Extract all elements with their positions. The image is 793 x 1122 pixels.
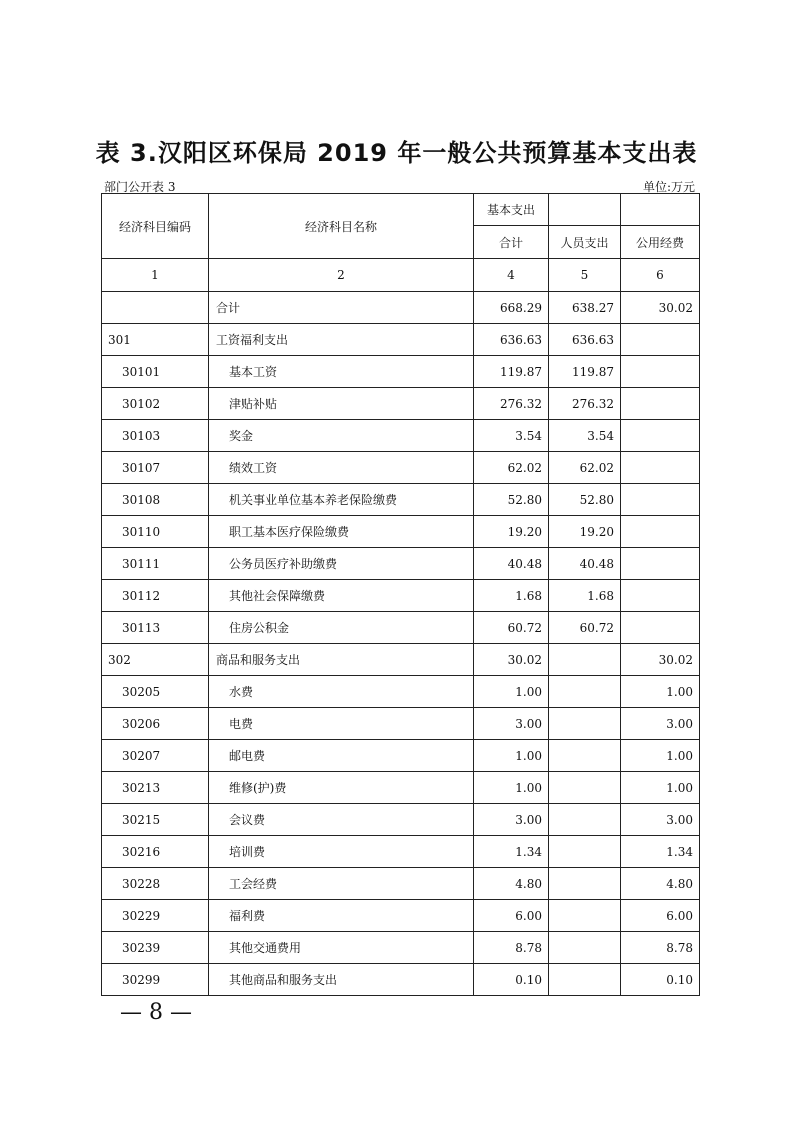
row-code: 30102 — [102, 388, 209, 420]
row-total: 1.00 — [474, 740, 549, 772]
row-public — [621, 484, 700, 516]
header-public: 公用经费 — [621, 226, 700, 259]
table-row — [102, 580, 700, 612]
row-total: 3.00 — [474, 708, 549, 740]
row-public: 0.10 — [621, 964, 700, 996]
table-row — [102, 900, 700, 932]
table-row — [102, 452, 700, 484]
row-public: 3.00 — [621, 708, 700, 740]
row-total: 668.29 — [474, 292, 549, 324]
row-name: 绩效工资 — [209, 452, 474, 484]
row-code: 30103 — [102, 420, 209, 452]
row-public — [621, 388, 700, 420]
row-name: 公务员医疗补助缴费 — [209, 548, 474, 580]
row-public — [621, 548, 700, 580]
header-name: 经济科目名称 — [209, 194, 474, 259]
row-code: 30110 — [102, 516, 209, 548]
header-basic: 基本支出 — [474, 194, 549, 226]
row-personnel — [549, 644, 621, 676]
column-number: 4 — [474, 259, 549, 292]
table-row — [102, 772, 700, 804]
row-total: 1.68 — [474, 580, 549, 612]
row-code: 302 — [102, 644, 209, 676]
row-public — [621, 420, 700, 452]
row-code: 30299 — [102, 964, 209, 996]
row-total: 3.00 — [474, 804, 549, 836]
row-name: 邮电费 — [209, 740, 474, 772]
table-row — [102, 324, 700, 356]
column-number: 5 — [549, 259, 621, 292]
row-personnel: 119.87 — [549, 356, 621, 388]
table-row — [102, 292, 700, 324]
row-personnel — [549, 740, 621, 772]
row-public — [621, 356, 700, 388]
row-personnel — [549, 676, 621, 708]
row-personnel: 638.27 — [549, 292, 621, 324]
row-total: 62.02 — [474, 452, 549, 484]
row-public — [621, 580, 700, 612]
row-name: 培训费 — [209, 836, 474, 868]
row-public — [621, 452, 700, 484]
row-name: 电费 — [209, 708, 474, 740]
column-number: 6 — [621, 259, 700, 292]
header-total: 合计 — [474, 226, 549, 259]
table-row — [102, 676, 700, 708]
table-row — [102, 548, 700, 580]
row-public: 3.00 — [621, 804, 700, 836]
row-total: 6.00 — [474, 900, 549, 932]
row-code: 301 — [102, 324, 209, 356]
row-code: 30206 — [102, 708, 209, 740]
row-personnel: 1.68 — [549, 580, 621, 612]
row-total: 52.80 — [474, 484, 549, 516]
row-total: 40.48 — [474, 548, 549, 580]
table-row — [102, 420, 700, 452]
row-code: 30215 — [102, 804, 209, 836]
table-row — [102, 516, 700, 548]
row-code: 30111 — [102, 548, 209, 580]
row-public: 4.80 — [621, 868, 700, 900]
row-public — [621, 516, 700, 548]
row-code: 30112 — [102, 580, 209, 612]
row-public — [621, 324, 700, 356]
row-public: 30.02 — [621, 644, 700, 676]
row-personnel — [549, 804, 621, 836]
row-total: 3.54 — [474, 420, 549, 452]
header-blank — [549, 194, 621, 226]
row-code: 30113 — [102, 612, 209, 644]
form-label: 部门公开表 3 — [104, 180, 176, 194]
row-name: 维修(护)费 — [209, 772, 474, 804]
row-personnel: 62.02 — [549, 452, 621, 484]
row-code — [102, 292, 209, 324]
row-personnel — [549, 932, 621, 964]
document-title: 表 3.汉阳区环保局 2019 年一般公共预算基本支出表 — [95, 139, 698, 167]
row-code: 30107 — [102, 452, 209, 484]
row-public: 8.78 — [621, 932, 700, 964]
row-total: 636.63 — [474, 324, 549, 356]
row-name: 合计 — [209, 292, 474, 324]
row-code: 30228 — [102, 868, 209, 900]
row-public: 1.00 — [621, 740, 700, 772]
row-code: 30213 — [102, 772, 209, 804]
row-code: 30207 — [102, 740, 209, 772]
row-personnel: 3.54 — [549, 420, 621, 452]
row-name: 福利费 — [209, 900, 474, 932]
row-personnel: 636.63 — [549, 324, 621, 356]
row-name: 工会经费 — [209, 868, 474, 900]
header-personnel: 人员支出 — [549, 226, 621, 259]
row-personnel: 40.48 — [549, 548, 621, 580]
row-total: 60.72 — [474, 612, 549, 644]
row-public — [621, 612, 700, 644]
row-code: 30101 — [102, 356, 209, 388]
row-public: 30.02 — [621, 292, 700, 324]
row-name: 商品和服务支出 — [209, 644, 474, 676]
header-blank — [621, 194, 700, 226]
table-row — [102, 964, 700, 996]
table-row — [102, 932, 700, 964]
row-total: 4.80 — [474, 868, 549, 900]
table-row — [102, 612, 700, 644]
row-name: 水费 — [209, 676, 474, 708]
table-row — [102, 868, 700, 900]
row-personnel — [549, 900, 621, 932]
header-row-1 — [102, 194, 700, 226]
row-name: 奖金 — [209, 420, 474, 452]
row-personnel — [549, 964, 621, 996]
table-row — [102, 804, 700, 836]
row-code: 30239 — [102, 932, 209, 964]
row-personnel — [549, 836, 621, 868]
row-public: 1.00 — [621, 772, 700, 804]
row-personnel: 276.32 — [549, 388, 621, 420]
row-personnel — [549, 868, 621, 900]
row-total: 119.87 — [474, 356, 549, 388]
row-personnel — [549, 772, 621, 804]
column-number: 1 — [102, 259, 209, 292]
row-name: 工资福利支出 — [209, 324, 474, 356]
budget-table — [101, 193, 700, 996]
row-total: 19.20 — [474, 516, 549, 548]
row-name: 住房公积金 — [209, 612, 474, 644]
row-public: 1.34 — [621, 836, 700, 868]
row-total: 276.32 — [474, 388, 549, 420]
unit-label: 单位:万元 — [642, 180, 695, 194]
table-row — [102, 484, 700, 516]
row-public: 6.00 — [621, 900, 700, 932]
row-name: 机关事业单位基本养老保险缴费 — [209, 484, 474, 516]
column-number: 2 — [209, 259, 474, 292]
row-name: 其他商品和服务支出 — [209, 964, 474, 996]
row-personnel: 52.80 — [549, 484, 621, 516]
row-name: 会议费 — [209, 804, 474, 836]
row-public: 1.00 — [621, 676, 700, 708]
row-name: 津贴补贴 — [209, 388, 474, 420]
row-personnel: 19.20 — [549, 516, 621, 548]
row-code: 30216 — [102, 836, 209, 868]
row-code: 30108 — [102, 484, 209, 516]
table-row — [102, 708, 700, 740]
table-row — [102, 356, 700, 388]
table-row — [102, 836, 700, 868]
row-name: 基本工资 — [209, 356, 474, 388]
row-code: 30229 — [102, 900, 209, 932]
row-total: 0.10 — [474, 964, 549, 996]
row-total: 8.78 — [474, 932, 549, 964]
row-name: 职工基本医疗保险缴费 — [209, 516, 474, 548]
table-row — [102, 740, 700, 772]
header-code: 经济科目编码 — [102, 194, 209, 259]
row-total: 1.00 — [474, 772, 549, 804]
row-personnel — [549, 708, 621, 740]
row-total: 30.02 — [474, 644, 549, 676]
row-name: 其他交通费用 — [209, 932, 474, 964]
column-number-row — [102, 259, 700, 292]
page-number: — 8 — — [120, 1000, 192, 1025]
row-name: 其他社会保障缴费 — [209, 580, 474, 612]
row-total: 1.34 — [474, 836, 549, 868]
row-total: 1.00 — [474, 676, 549, 708]
table-row — [102, 644, 700, 676]
row-code: 30205 — [102, 676, 209, 708]
table-row — [102, 388, 700, 420]
row-personnel: 60.72 — [549, 612, 621, 644]
